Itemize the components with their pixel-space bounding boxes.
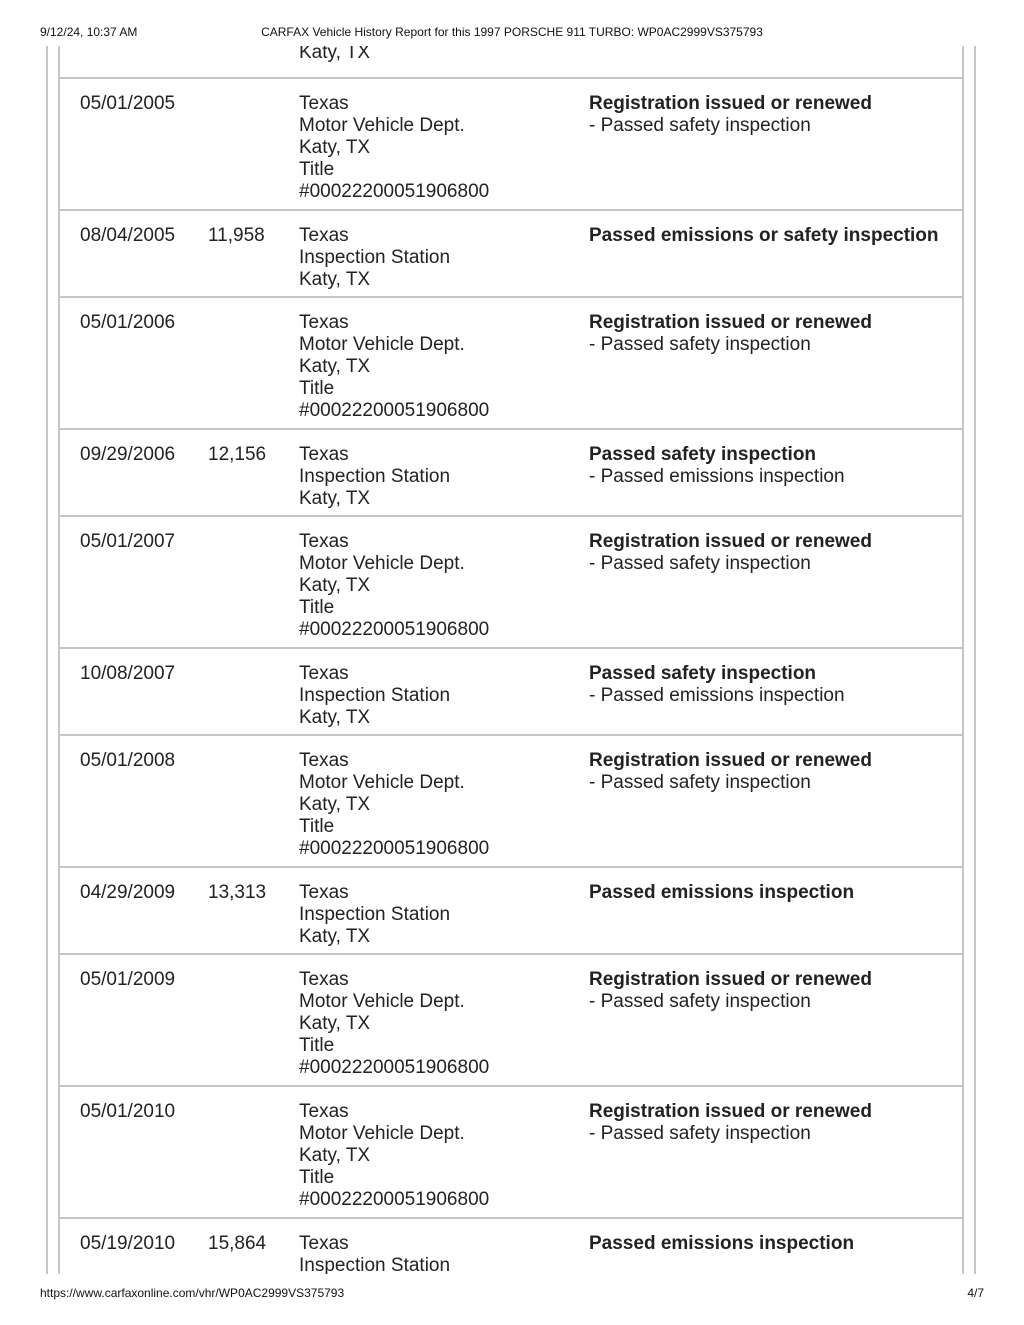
- record-comments: [589, 663, 959, 707]
- record-date: 09/29/2006: [80, 444, 176, 465]
- history-row: [60, 79, 962, 211]
- record-date: 05/01/2006: [80, 312, 176, 333]
- record-comments: [589, 312, 959, 356]
- location-line: Motor Vehicle Dept.: [299, 1123, 465, 1144]
- record-location: [299, 444, 450, 510]
- location-line: Title: [299, 378, 335, 399]
- location-line: #00022200051906800: [299, 1057, 490, 1078]
- history-row: [60, 955, 962, 1087]
- history-row: [60, 211, 962, 298]
- record-location: [299, 93, 489, 203]
- location-line: #00022200051906800: [299, 400, 490, 421]
- location-line: Texas: [299, 750, 349, 771]
- location-line: Texas: [299, 312, 349, 333]
- record-mileage: 11,958: [208, 225, 265, 246]
- record-location: [299, 882, 450, 948]
- record-mileage: 12,156: [208, 444, 267, 465]
- comment-heading: Registration issued or renewed: [589, 312, 872, 333]
- location-line: Texas: [299, 444, 349, 465]
- record-date: 05/01/2010: [80, 1101, 176, 1122]
- location-line: Inspection Station: [299, 466, 451, 487]
- record-date: 04/29/2009: [80, 882, 176, 903]
- comment-detail: - Passed safety inspection: [589, 334, 811, 355]
- location-line: Motor Vehicle Dept.: [299, 553, 465, 574]
- comment-detail: - Passed emissions inspection: [589, 466, 845, 487]
- location-line: Katy, TX: [299, 488, 371, 509]
- record-comments: [589, 444, 959, 488]
- print-footer: [40, 1286, 984, 1302]
- record-date: 05/01/2007: [80, 531, 176, 552]
- location-line: Title: [299, 816, 335, 837]
- location-line: Katy, TX: [299, 269, 371, 290]
- comment-detail: - Passed safety inspection: [589, 1123, 811, 1144]
- history-row: [60, 1087, 962, 1219]
- comment-heading: Passed emissions inspection: [589, 1233, 855, 1254]
- record-location: [299, 1233, 450, 1274]
- history-row: [60, 430, 962, 517]
- comment-detail: - Passed safety inspection: [589, 553, 811, 574]
- location-line: Motor Vehicle Dept.: [299, 115, 465, 136]
- location-line: Motor Vehicle Dept.: [299, 772, 465, 793]
- record-comments: [589, 1101, 959, 1145]
- comment-detail: - Passed safety inspection: [589, 772, 811, 793]
- history-row: [60, 736, 962, 868]
- record-date: 05/01/2005: [80, 93, 176, 114]
- frame-border-right: [974, 46, 976, 1274]
- location-line: Katy, TX: [299, 356, 371, 377]
- comment-heading: Passed emissions inspection: [589, 882, 855, 903]
- location-line: Motor Vehicle Dept.: [299, 991, 465, 1012]
- record-location: [299, 312, 489, 422]
- record-comments: [589, 882, 959, 904]
- record-mileage: 15,864: [208, 1233, 267, 1254]
- location-line: Title: [299, 1167, 335, 1188]
- comment-heading: Registration issued or renewed: [589, 93, 872, 114]
- history-row: [60, 868, 962, 955]
- record-location: [299, 1101, 489, 1211]
- comment-detail: - Passed safety inspection: [589, 991, 811, 1012]
- page-url: https://www.carfaxonline.com/vhr/WP0AC2999VS375793: [40, 1286, 345, 1300]
- comment-heading: Registration issued or renewed: [589, 531, 872, 552]
- location-line: Title: [299, 159, 335, 180]
- history-row-partial: [60, 46, 962, 79]
- location-line: Texas: [299, 1233, 349, 1254]
- record-location: [299, 46, 370, 64]
- print-header: [40, 25, 984, 41]
- record-date: 08/04/2005: [80, 225, 176, 246]
- comment-heading: Passed safety inspection: [589, 444, 817, 465]
- location-line: Motor Vehicle Dept.: [299, 334, 465, 355]
- record-location: [299, 225, 450, 291]
- location-line: Texas: [299, 531, 349, 552]
- record-date: 10/08/2007: [80, 663, 176, 684]
- location-line: Katy, TX: [299, 926, 371, 947]
- comment-heading: Registration issued or renewed: [589, 750, 872, 771]
- location-line: Katy, TX: [299, 46, 371, 63]
- comment-heading: Passed safety inspection: [589, 663, 817, 684]
- history-row: [60, 649, 962, 736]
- record-location: [299, 750, 489, 860]
- comment-heading: Registration issued or renewed: [589, 969, 872, 990]
- location-line: Texas: [299, 225, 349, 246]
- record-location: [299, 663, 450, 729]
- record-comments: [589, 93, 959, 137]
- comment-heading: Passed emissions or safety inspection: [589, 225, 939, 246]
- comment-detail: - Passed safety inspection: [589, 115, 811, 136]
- location-line: #00022200051906800: [299, 838, 490, 859]
- location-line: Katy, TX: [299, 1013, 371, 1034]
- record-comments: [589, 1233, 959, 1255]
- location-line: Texas: [299, 663, 349, 684]
- record-comments: [589, 225, 959, 247]
- location-line: Inspection Station: [299, 1255, 451, 1274]
- history-row: [60, 517, 962, 649]
- report-frame: [46, 46, 976, 1274]
- location-line: Texas: [299, 882, 349, 903]
- location-line: #00022200051906800: [299, 181, 490, 202]
- record-date: 05/01/2008: [80, 750, 176, 771]
- location-line: #00022200051906800: [299, 619, 490, 640]
- report-title: CARFAX Vehicle History Report for this 1997 PORSCHE 911 TURBO: WP0AC2999VS375793: [261, 25, 763, 39]
- record-date: 05/19/2010: [80, 1233, 176, 1254]
- comment-heading: Registration issued or renewed: [589, 1101, 872, 1122]
- record-date: 05/01/2009: [80, 969, 176, 990]
- record-comments: [589, 531, 959, 575]
- record-comments: [589, 750, 959, 794]
- location-line: Inspection Station: [299, 247, 451, 268]
- page-number: 4/7: [967, 1286, 984, 1300]
- record-location: [299, 531, 489, 641]
- location-line: Texas: [299, 93, 349, 114]
- record-location: [299, 969, 489, 1079]
- comment-detail: - Passed emissions inspection: [589, 685, 845, 706]
- location-line: Katy, TX: [299, 794, 371, 815]
- frame-border-left: [46, 46, 48, 1274]
- location-line: Katy, TX: [299, 137, 371, 158]
- location-line: Texas: [299, 969, 349, 990]
- history-row: [60, 298, 962, 430]
- location-line: #00022200051906800: [299, 1189, 490, 1210]
- record-comments: [589, 969, 959, 1013]
- location-line: Katy, TX: [299, 707, 371, 728]
- print-timestamp: 9/12/24, 10:37 AM: [40, 25, 138, 39]
- location-line: Texas: [299, 1101, 349, 1122]
- history-table: [58, 46, 964, 1274]
- record-mileage: 13,313: [208, 882, 267, 903]
- location-line: Katy, TX: [299, 575, 371, 596]
- location-line: Inspection Station: [299, 685, 451, 706]
- location-line: Inspection Station: [299, 904, 451, 925]
- location-line: Katy, TX: [299, 1145, 371, 1166]
- history-row: [60, 1219, 962, 1274]
- location-line: Title: [299, 1035, 335, 1056]
- location-line: Title: [299, 597, 335, 618]
